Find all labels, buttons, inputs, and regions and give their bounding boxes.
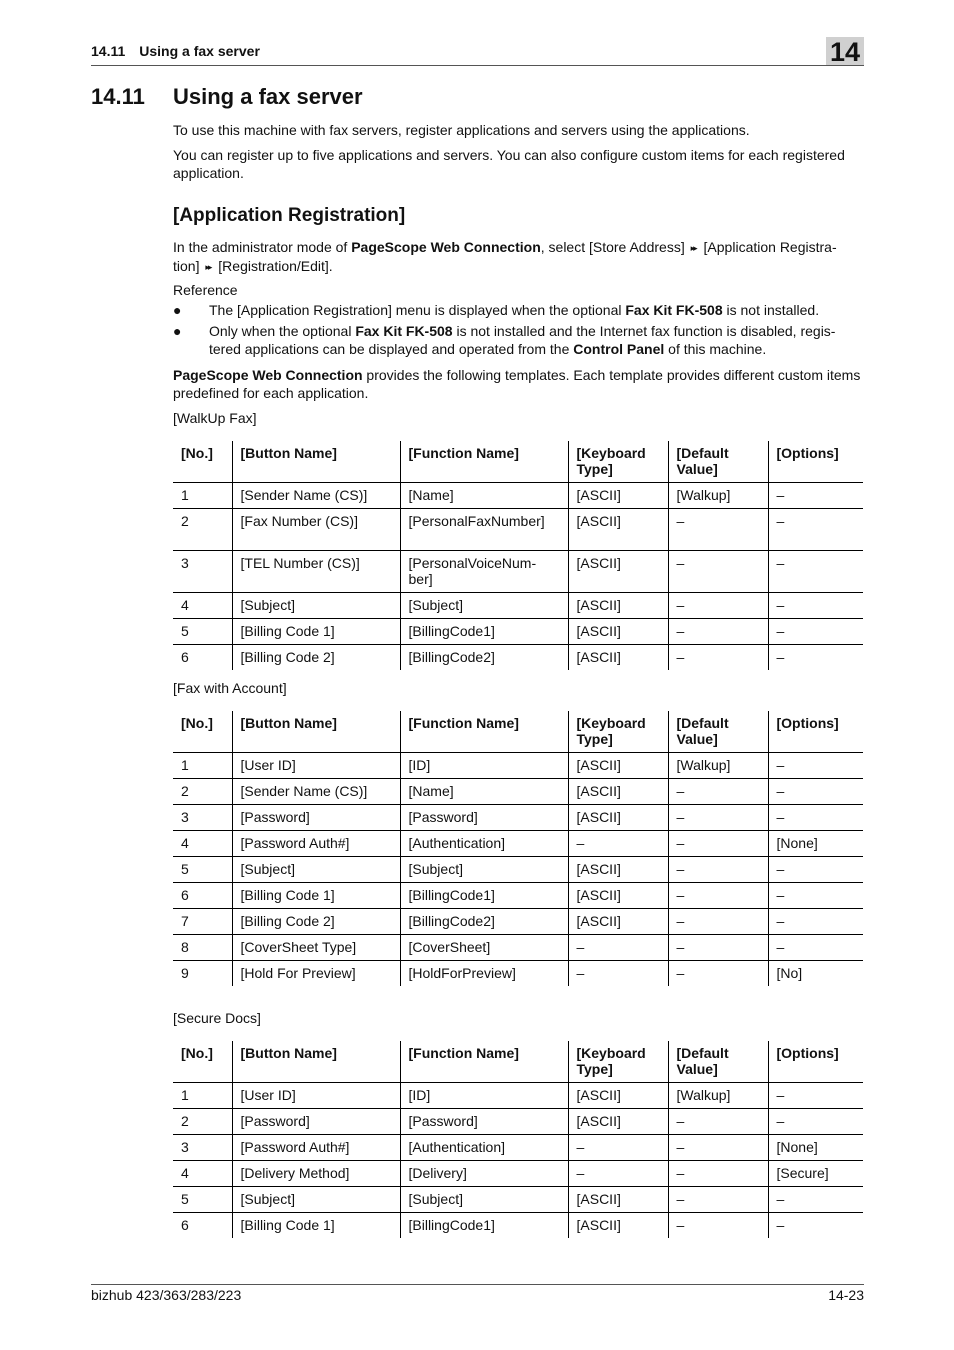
intro-paragraph-2: You can register up to five applications and servers. You can also configure custom items for each registered application.: [173, 147, 845, 181]
table-cell: –: [768, 857, 863, 883]
table-cell: –: [568, 1135, 668, 1161]
table-cell: [Password]: [400, 805, 568, 831]
table-row: [173, 883, 863, 909]
table-row: [173, 935, 863, 961]
table-cell: [Subject]: [232, 1187, 400, 1213]
text-run: , select [Store Address]: [540, 239, 689, 255]
table-cell: [Hold For Preview]: [232, 961, 400, 987]
table-cell: –: [668, 961, 768, 987]
table-row: [173, 619, 863, 645]
table-row: [173, 509, 863, 551]
table-cell: 1: [173, 753, 232, 779]
table-cell: [User ID]: [232, 1083, 400, 1109]
table-cell: –: [768, 1213, 863, 1239]
page-title-number: 14.11: [91, 84, 145, 109]
column-header: [No.]: [173, 711, 232, 753]
table-cell: [Subject]: [232, 857, 400, 883]
table-cell: [Walkup]: [668, 753, 768, 779]
table-row: [173, 909, 863, 935]
column-header: [Keyboard Type]: [568, 441, 668, 483]
column-header: [Keyboard Type]: [568, 711, 668, 753]
table-row: [173, 551, 863, 593]
running-header: [91, 37, 864, 67]
table-cell: [BillingCode2]: [400, 909, 568, 935]
page-title: [91, 84, 363, 110]
table-row: [173, 753, 863, 779]
table-header-row: [173, 441, 863, 483]
text-run: In the administrator mode of: [173, 239, 352, 255]
table-cell: –: [768, 1083, 863, 1109]
table-cell: [Delivery Method]: [232, 1161, 400, 1187]
column-header: [Keyboard Type]: [568, 1041, 668, 1083]
table-cell: [ASCII]: [568, 883, 668, 909]
table-cell: [ASCII]: [568, 509, 668, 551]
table-cell: [Sender Name (CS)]: [232, 483, 400, 509]
column-header: [Default Value]: [668, 1041, 768, 1083]
column-header: [Default Value]: [668, 711, 768, 753]
table-row: [173, 779, 863, 805]
table-cell: 5: [173, 1187, 232, 1213]
chapter-number-tab: 14: [826, 37, 864, 65]
fax-with-account-table: [173, 711, 863, 986]
table-cell: [ID]: [400, 1083, 568, 1109]
table-cell: [ASCII]: [568, 483, 668, 509]
table-cell: [Subject]: [400, 857, 568, 883]
column-header: [Function Name]: [400, 1041, 568, 1083]
table-cell: [Secure]: [768, 1161, 863, 1187]
table-cell: –: [668, 909, 768, 935]
table-cell: 5: [173, 857, 232, 883]
table-row: [173, 593, 863, 619]
text-run: provides the following templates. Each template provides different custom items predefined for each application.: [173, 367, 861, 401]
text-run: Only when the optional: [209, 323, 356, 339]
table-cell: –: [568, 831, 668, 857]
table-cell: 2: [173, 779, 232, 805]
table-cell: [Billing Code 1]: [232, 883, 400, 909]
column-header: [No.]: [173, 441, 232, 483]
table-cell: [Name]: [400, 483, 568, 509]
text-run: is not installed.: [722, 302, 820, 318]
table-cell: [No]: [768, 961, 863, 987]
table-cell: –: [768, 593, 863, 619]
table-cell: [Billing Code 1]: [232, 619, 400, 645]
table-cell: –: [668, 619, 768, 645]
table-cell: [Subject]: [400, 593, 568, 619]
table-cell: –: [668, 883, 768, 909]
text-run: The [Application Registration] menu is displayed when the optional: [209, 302, 626, 318]
table-cell: –: [768, 509, 863, 551]
reference-label: Reference: [173, 282, 238, 298]
column-header: [Options]: [768, 711, 863, 753]
table-cell: –: [668, 857, 768, 883]
table-cell: –: [668, 1187, 768, 1213]
table-cell: –: [668, 1213, 768, 1239]
table-cell: 1: [173, 483, 232, 509]
table-cell: 2: [173, 1109, 232, 1135]
table-cell: –: [668, 831, 768, 857]
table-cell: [ASCII]: [568, 593, 668, 619]
table-cell: –: [768, 753, 863, 779]
table-cell: [Authentication]: [400, 831, 568, 857]
table-cell: –: [768, 935, 863, 961]
page-footer: [91, 1284, 864, 1303]
table-cell: [Billing Code 2]: [232, 909, 400, 935]
product-name: PageScope Web Connection: [351, 239, 541, 255]
table-row: [173, 1187, 863, 1213]
table-cell: [ASCII]: [568, 1213, 668, 1239]
double-arrow-icon: ▸▸: [690, 243, 696, 253]
table-cell: [PersonalFaxNumber]: [400, 509, 568, 551]
table-cell: 8: [173, 935, 232, 961]
table-cell: [Password]: [232, 805, 400, 831]
table-cell: 4: [173, 831, 232, 857]
product-name: PageScope Web Connection: [173, 367, 363, 383]
text-run: [Registration/Edit].: [214, 258, 333, 274]
table-cell: [ASCII]: [568, 779, 668, 805]
table-cell: [Walkup]: [668, 1083, 768, 1109]
section-subtitle: [Application Registration]: [173, 205, 406, 226]
table-cell: [Password Auth#]: [232, 1135, 400, 1161]
table-cell: 4: [173, 593, 232, 619]
table-cell: –: [668, 593, 768, 619]
table-cell: [BillingCode2]: [400, 645, 568, 671]
table-row: [173, 805, 863, 831]
table-cell: [ASCII]: [568, 1109, 668, 1135]
table-cell: –: [768, 645, 863, 671]
table-header-row: [173, 1041, 863, 1083]
table-cell: [ASCII]: [568, 551, 668, 593]
table-cell: [Fax Number (CS)]: [232, 509, 400, 551]
table-cell: [Password]: [232, 1109, 400, 1135]
table-cell: –: [668, 1109, 768, 1135]
table-cell: [CoverSheet]: [400, 935, 568, 961]
table-cell: –: [668, 805, 768, 831]
table-cell: [Walkup]: [668, 483, 768, 509]
column-header: [Button Name]: [232, 1041, 400, 1083]
column-header: [Function Name]: [400, 441, 568, 483]
table-cell: [Billing Code 2]: [232, 645, 400, 671]
table3-label: [Secure Docs]: [173, 1010, 261, 1026]
table-cell: –: [568, 935, 668, 961]
table-cell: [ASCII]: [568, 857, 668, 883]
secure-docs-table: [173, 1041, 863, 1238]
text-run: [Application Registra-tion]: [173, 239, 837, 274]
table-cell: [None]: [768, 831, 863, 857]
table-cell: 4: [173, 1161, 232, 1187]
table-cell: –: [668, 935, 768, 961]
table-cell: –: [568, 961, 668, 987]
table-cell: –: [768, 619, 863, 645]
table-cell: 7: [173, 909, 232, 935]
text-run: of this machine.: [664, 341, 767, 357]
table-cell: –: [568, 1161, 668, 1187]
column-header: [Options]: [768, 1041, 863, 1083]
table-row: [173, 1109, 863, 1135]
table-cell: 6: [173, 883, 232, 909]
table-cell: –: [768, 1109, 863, 1135]
reference-item-1: [173, 301, 863, 319]
table-cell: [ASCII]: [568, 645, 668, 671]
column-header: [Default Value]: [668, 441, 768, 483]
table-cell: [None]: [768, 1135, 863, 1161]
table-cell: [Sender Name (CS)]: [232, 779, 400, 805]
table-cell: [BillingCode1]: [400, 883, 568, 909]
table-cell: [Subject]: [232, 593, 400, 619]
table-row: [173, 1213, 863, 1239]
table-cell: –: [668, 551, 768, 593]
table-cell: [Billing Code 1]: [232, 1213, 400, 1239]
table-cell: [ASCII]: [568, 753, 668, 779]
table-cell: [Password Auth#]: [232, 831, 400, 857]
footer-page-number: 14-23: [828, 1287, 864, 1303]
table-cell: –: [768, 883, 863, 909]
table-cell: [Name]: [400, 779, 568, 805]
column-header: [Options]: [768, 441, 863, 483]
control-panel-term: Control Panel: [573, 341, 665, 357]
table-cell: 3: [173, 551, 232, 593]
table-cell: [BillingCode1]: [400, 619, 568, 645]
table-cell: [Password]: [400, 1109, 568, 1135]
table-cell: [Delivery]: [400, 1161, 568, 1187]
table-cell: 3: [173, 1135, 232, 1161]
walkup-fax-table: [173, 441, 863, 670]
bullet-icon: ●: [173, 323, 182, 339]
table1-label: [WalkUp Fax]: [173, 410, 257, 426]
table-row: [173, 483, 863, 509]
table-cell: 6: [181, 649, 189, 665]
table-cell: [Subject]: [400, 1187, 568, 1213]
table-cell: [Authentication]: [400, 1135, 568, 1161]
text-run: is not installed and the Internet fax function is disabled, regis-tered applications can be displayed and operated from the: [209, 323, 836, 357]
table-cell: –: [668, 1161, 768, 1187]
table-cell: –: [768, 483, 863, 509]
column-header: [Button Name]: [232, 441, 400, 483]
table-cell: 6: [181, 1217, 189, 1233]
table-cell: 5: [173, 619, 232, 645]
table2-label: [Fax with Account]: [173, 680, 287, 696]
intro-paragraph-1: To use this machine with fax servers, register applications and servers using the applications.: [173, 122, 750, 138]
table-cell: [User ID]: [232, 753, 400, 779]
table-row: [173, 857, 863, 883]
header-section: [91, 43, 260, 59]
table-cell: –: [768, 909, 863, 935]
table-row: [173, 1083, 863, 1109]
column-header: [Function Name]: [400, 711, 568, 753]
table-cell: [PersonalVoiceNum-ber]: [400, 551, 568, 593]
reference-item-2: [173, 322, 863, 358]
table-cell: –: [668, 1135, 768, 1161]
table-cell: –: [768, 779, 863, 805]
table-row: [173, 831, 863, 857]
page-title-text: Using a fax server: [173, 84, 363, 109]
column-header: [Button Name]: [232, 711, 400, 753]
table-cell: 9: [181, 965, 189, 981]
reference-list: [173, 301, 863, 361]
table-cell: [TEL Number (CS)]: [232, 551, 400, 593]
admin-mode-paragraph: [173, 238, 863, 276]
table-cell: –: [668, 779, 768, 805]
table-cell: –: [768, 551, 863, 593]
table-cell: [HoldForPreview]: [400, 961, 568, 987]
table-cell: [CoverSheet Type]: [232, 935, 400, 961]
table-cell: –: [668, 509, 768, 551]
table-cell: 2: [173, 509, 232, 551]
product-name: Fax Kit FK-508: [355, 323, 453, 339]
table-cell: –: [668, 645, 768, 671]
table-cell: –: [768, 805, 863, 831]
table-header-row: [173, 711, 863, 753]
header-section-title: Using a fax server: [139, 43, 260, 59]
header-section-number: 14.11: [91, 43, 126, 59]
table-cell: –: [768, 1187, 863, 1213]
table-cell: [BillingCode1]: [400, 1213, 568, 1239]
table-cell: [ASCII]: [568, 805, 668, 831]
footer-product-models: bizhub 423/363/283/223: [91, 1287, 242, 1303]
table-row: [173, 1161, 863, 1187]
table-cell: [ID]: [400, 753, 568, 779]
table-cell: [ASCII]: [568, 619, 668, 645]
table-cell: 1: [173, 1083, 232, 1109]
product-name: Fax Kit FK-508: [625, 302, 723, 318]
table-cell: [ASCII]: [568, 1187, 668, 1213]
table-cell: [ASCII]: [568, 1083, 668, 1109]
double-arrow-icon: ▸▸: [205, 262, 211, 272]
bullet-icon: ●: [173, 302, 182, 318]
table-cell: [ASCII]: [568, 909, 668, 935]
table-cell: 3: [173, 805, 232, 831]
templates-paragraph: [173, 366, 863, 402]
column-header: [No.]: [173, 1041, 232, 1083]
table-row: [173, 1135, 863, 1161]
table-row: [173, 961, 863, 987]
table-row: [173, 645, 863, 671]
